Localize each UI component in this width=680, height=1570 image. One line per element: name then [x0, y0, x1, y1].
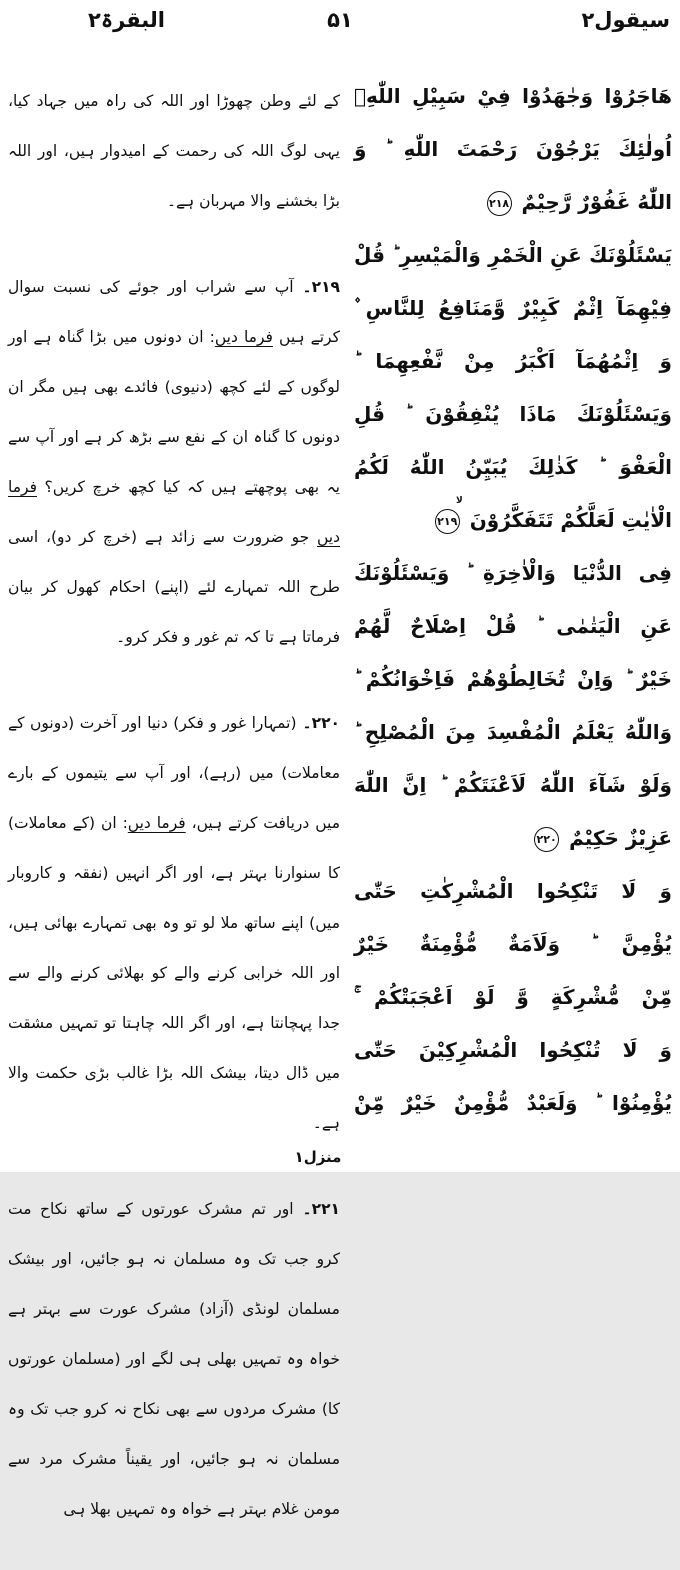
underlined-phrase: فرما دیں [127, 814, 186, 832]
verse-number: ۲۲۰۔ [296, 714, 340, 732]
urdu-paragraph: ۲۱۹۔ آپ سے شراب اور جوئے کی نسبت سوال کرتے ہیں فرما دیں: ان دونوں میں بڑا گناہ ہے اور لوگوں کے لئے کچھ (دنیوی) فائدے بھی ہیں مگر ان دونوں کا گناہ ان کے نفع سے بڑھ کر ہے اور آپ سے یہ بھی پوچھتے ہیں کہ کیا کچھ خرچ کریں؟ فرما دیں جو ضرورت سے زائد ہے (خرچ کر دو)، اسی طرح اللہ تمہارے لئے (اپنے) احکام کھول کر بیان فرماتا ہے تا کہ تم غور و فکر کرو۔ [8, 278, 341, 646]
arabic-line: هَاجَرُوْا وَجٰهَدُوْا فِيْ سَبِيْلِ اللّٰهِۙ [354, 84, 672, 108]
arabic-line: وَ لَا تَنْكِحُوا الْمُشْرِكٰتِ حَتّٰى [354, 879, 672, 903]
ayah-end-marker: ۲۱۸ [487, 191, 512, 216]
page-header [8, 6, 672, 50]
arabic-line: اللّٰهُ غَفُوْرٌ رَّحِيْمٌ ۲۱۸ [354, 176, 672, 229]
page-content [8, 70, 672, 1570]
arabic-line: وَ اِثْمُهُمَآ اَكْبَرُ مِنْ نَّفْعِهِمَا ؕ [354, 349, 672, 373]
arabic-line: فِى الدُّنْيَا وَالْاٰخِرَةِ ؕ وَيَسْئَلُوْنَكَ [354, 561, 672, 585]
urdu-column [8, 70, 340, 1570]
arabic-line: عَنِ الْيَتٰمٰى ؕ قُلْ اِصْلَاحٌ لَّهُمْ [354, 614, 672, 638]
verse-number: ۲۲۱۔ [293, 1200, 340, 1218]
surah-name: البقرۃ۲ [88, 8, 165, 32]
arabic-line: خَيْرٌ ؕ وَاِنْ تُخَالِطُوْهُمْ فَاِخْوَانُكُمْ ؕ [354, 667, 672, 691]
arabic-line: الْعَفْوَ ؕ كَذٰلِكَ يُبَيِّنُ اللّٰهُ لَكُمُ [354, 455, 672, 479]
arabic-line: فِيْهِمَآ اِثْمٌ كَبِيْرٌ وَّمَنَافِعُ لِلنَّاسِ ۫ [354, 296, 672, 320]
arabic-line: وَلَوْ شَآءَ اللّٰهُ لَاَعْنَتَكُمْ ؕ اِنَّ اللّٰهَ [354, 773, 672, 797]
arabic-line: يَسْئَلُوْنَكَ عَنِ الْخَمْرِ وَالْمَيْسِرِ ؕ قُلْ [354, 243, 672, 267]
urdu-paragraph: ۲۲۰۔ (تمہارا غور و فکر) دنیا اور آخرت (دونوں کے معاملات) میں (رہے)، اور آپ سے یتیموں کے بارے میں دریافت کرتے ہیں، فرما دیں: ان (کے معاملات) کا سنوارنا بہتر ہے، اور اگر انہیں (نفقہ و کاروبار میں) اپنے ساتھ ملا لو تو وہ بھی تمہارے بھائی ہیں، اور اللہ خرابی کرنے والے کو بھلائی کرنے والے سے جدا پہچانتا ہے، اور اگر اللہ چاہتا تو تمہیں مشقت میں ڈال دیتا، بیشک اللہ بڑا غالب بڑی حکمت والا ہے۔ [8, 714, 340, 1132]
arabic-line: وَاللّٰهُ يَعْلَمُ الْمُفْسِدَ مِنَ الْمُصْلِحِ ؕ [354, 720, 672, 744]
verse-number: ۲۱۹۔ [293, 278, 341, 296]
juz-name: سیقول۲ [581, 8, 670, 32]
arabic-line: اُولٰئِكَ يَرْجُوْنَ رَحْمَتَ اللّٰهِ ؕ وَ [354, 137, 672, 161]
arabic-line: يُؤْمِنُوْا ؕ وَلَعَبْدٌ مُّؤْمِنٌ خَيْرٌ مِّنْ [354, 1091, 672, 1115]
page-number: ۵۱ [327, 8, 353, 32]
underlined-phrase: فرما دیں [8, 478, 340, 546]
arabic-line: عَزِيْزٌ حَكِيْمٌ ۲۲۰ [354, 812, 672, 865]
underlined-phrase: فرما دیں [214, 328, 273, 346]
ayah-end-marker: ۲۲۰ [534, 827, 559, 852]
manzil-label: منزل۱ [294, 1148, 342, 1166]
arabic-column [354, 70, 672, 1570]
arabic-line: وَ لَا تُنْكِحُوا الْمُشْرِكِيْنَ حَتّٰى [354, 1038, 672, 1062]
urdu-paragraph: ۲۲۱۔ اور تم مشرک عورتوں کے ساتھ نکاح مت کرو جب تک وہ مسلمان نہ ہو جائیں، اور بیشک مسلمان لونڈی (آزاد) مشرک عورت سے بہتر ہے خواہ وہ تمہیں بھلی ہی لگے اور (مسلمان عورتوں کا) مشرک مردوں سے بھی نکاح نہ کرو جب تک وہ مسلمان نہ ہو جائیں، اور یقیناً مشرک مرد سے مومن غلام بہتر ہے خواہ وہ تمہیں بھلا ہی [8, 1200, 340, 1518]
ayah-end-marker: ۲۱۹ لا [435, 509, 460, 534]
arabic-line: يُؤْمِنَّ ؕ وَلَاَمَةٌ مُّؤْمِنَةٌ خَيْرٌ [354, 932, 672, 956]
arabic-line: مِّنْ مُّشْرِكَةٍ وَّ لَوْ اَعْجَبَتْكُمْ ۚ [354, 985, 672, 1009]
urdu-paragraph: کے لئے وطن چھوڑا اور اللہ کی راہ میں جہاد کیا، یہی لوگ اللہ کی رحمت کے امیدوار ہیں، اور اللہ بڑا بخشنے والا مہربان ہے۔ [8, 92, 340, 210]
arabic-line: وَيَسْئَلُوْنَكَ مَاذَا يُنْفِقُوْنَ ؕ قُلِ [354, 402, 672, 426]
arabic-line: الْاٰيٰتِ لَعَلَّكُمْ تَتَفَكَّرُوْنَ ۲۱۹ لا [354, 494, 672, 547]
pause-sign: لا [456, 496, 463, 506]
